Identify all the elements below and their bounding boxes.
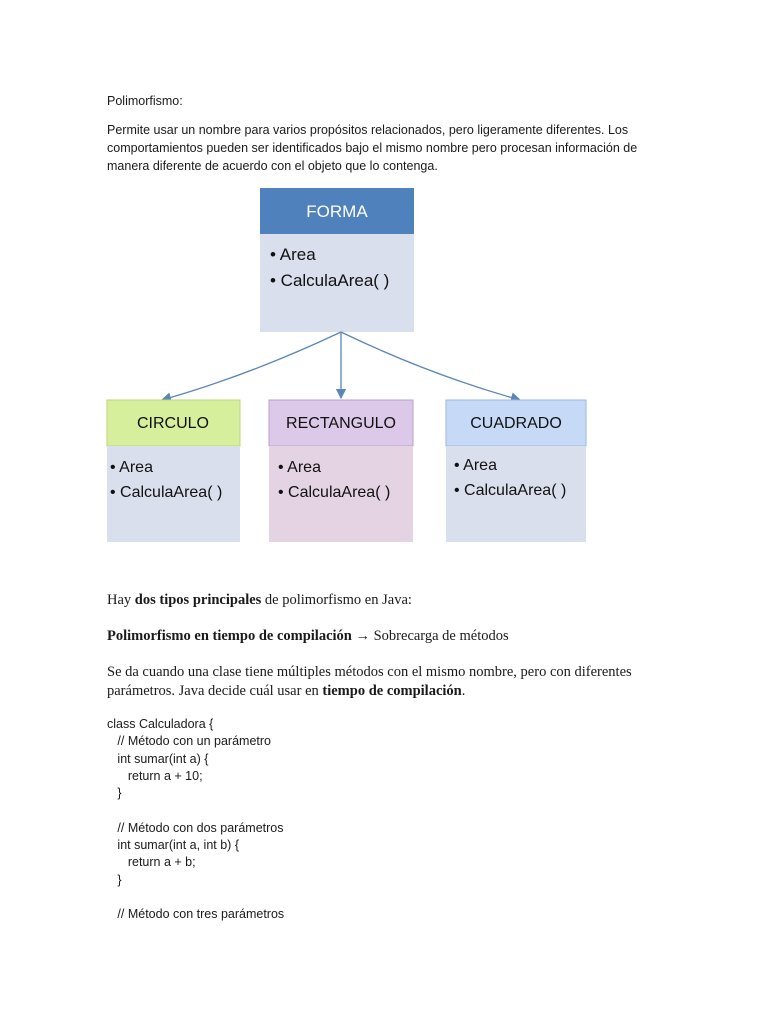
- circulo-item: • Area: [110, 459, 153, 476]
- code-line: [107, 889, 284, 906]
- rectangulo-item: • CalculaArea( ): [278, 484, 391, 501]
- code-line: // Método con dos parámetros: [107, 820, 284, 835]
- rectangulo-title: RECTANGULO: [286, 415, 396, 432]
- code-line: }: [107, 872, 122, 887]
- types-text: Hay: [107, 592, 135, 608]
- compile-time-paragraph: [107, 627, 509, 646]
- cuadrado-item: • CalculaArea( ): [454, 482, 567, 499]
- arrow-to-circulo: [162, 332, 341, 400]
- description-bold: tiempo de compilación: [322, 683, 462, 699]
- code-line: [107, 802, 284, 819]
- circulo-item: • CalculaArea( ): [110, 484, 223, 501]
- types-text-end: de polimorfismo en Java:: [261, 592, 412, 608]
- circulo-title: CIRCULO: [136, 415, 210, 432]
- code-line: return a + 10;: [107, 768, 203, 783]
- code-line: return a + b;: [107, 855, 196, 870]
- class-hierarchy-diagram: [100, 180, 600, 552]
- cuadrado-item: • Area: [454, 457, 497, 474]
- inheritance-arrows: [162, 332, 520, 400]
- arrow-to-cuadrado: [341, 332, 520, 400]
- code-line: // Método con tres parámetros: [107, 907, 285, 922]
- code-block: [107, 716, 284, 924]
- right-arrow-icon: →: [351, 628, 374, 644]
- forma-title: FORMA: [306, 202, 368, 221]
- section-title: Polimorfismo:: [107, 94, 183, 108]
- types-bold: dos tipos principales: [134, 592, 262, 608]
- code-line: }: [107, 786, 122, 801]
- forma-item: • Area: [270, 245, 316, 264]
- circulo-box: [107, 400, 240, 542]
- forma-item: • CalculaArea( ): [270, 271, 390, 290]
- code-line: int sumar(int a, int b) {: [107, 838, 239, 853]
- description-text: Se da cuando una clase tiene múltiples métodos con el mismo nombre, pero con diferentes parámetros. Java decide cuál usar en: [107, 664, 632, 699]
- intro-paragraph: Permite usar un nombre para varios propósitos relacionados, pero ligeramente diferentes. Los comportamientos pueden ser identificados bajo el mismo nombre pero procesan información de manera diferente de acuerdo con el objeto que lo contenga.: [107, 123, 638, 173]
- forma-box: [260, 188, 414, 332]
- overload-text: Sobrecarga de métodos: [373, 628, 509, 644]
- description-end: .: [461, 683, 466, 699]
- cuadrado-title: CUADRADO: [470, 415, 562, 432]
- rectangulo-item: • Area: [278, 459, 321, 476]
- code-line: // Método con un parámetro: [107, 734, 271, 749]
- types-paragraph: [107, 591, 412, 610]
- compile-time-bold: Polimorfismo en tiempo de compilación: [107, 628, 352, 644]
- cuadrado-box: [446, 400, 586, 542]
- description-paragraph: [107, 663, 687, 701]
- code-line: int sumar(int a) {: [107, 751, 209, 766]
- rectangulo-box: [269, 400, 413, 542]
- code-line: class Calculadora {: [107, 717, 214, 731]
